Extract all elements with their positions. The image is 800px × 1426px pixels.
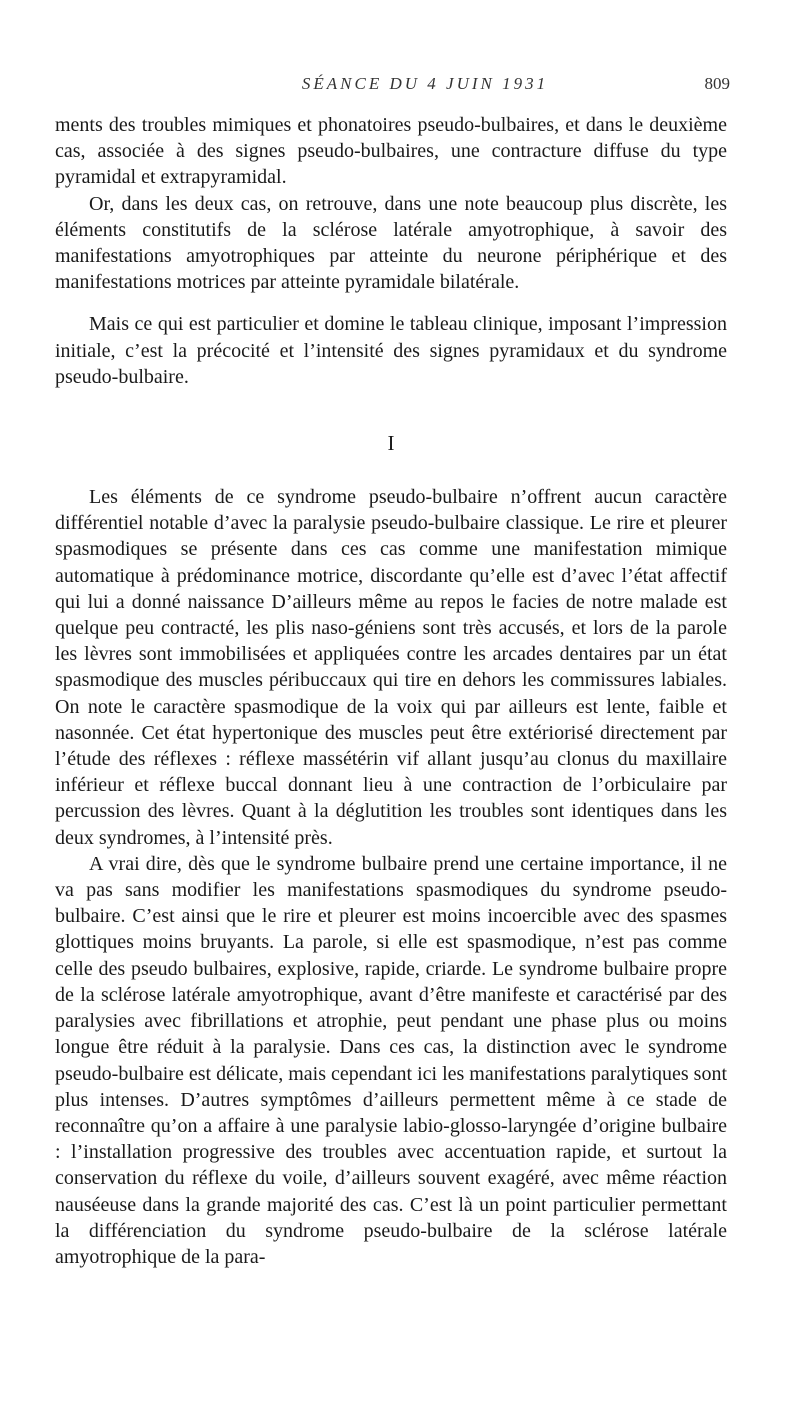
page-header xyxy=(120,74,730,100)
paragraph: Mais ce qui est particulier et domine le tableau clinique, imposant l’impression initiale, c’est la précocité et l’intensité des signes pyramidaux et du syndrome pseudo-bulbaire. xyxy=(55,313,727,388)
page-body xyxy=(55,112,727,1270)
paragraph-continuation: ments des troubles mimiques et phonatoires pseudo-bulbaires, et dans le deuxième cas, associée à des signes pseudo-bulbaires, une contracture diffuse du type pyramidal et extrapyramidal. xyxy=(55,114,727,189)
paragraph: Les éléments de ce syndrome pseudo-bulbaire n’offrent aucun caractère différentiel notable d’avec la paralysie pseudo-bulbaire classique. Le rire et pleurer spasmodiques se présente dans ces cas comme une manifestation mimique automatique à prédominance motrice, discordante qu’elle est d’avec l’état affectif qui lui a donné naissance D’ailleurs même au repos le facies de notre malade est quelque peu contracté, les plis naso-géniens sont très accusés, et lors de la parole les lèvres sont immobilisées et appliquées contre les arcades dentaires par un état spasmodique des muscles péribuccaux qui tire en dehors les commissures labiales. On note le caractère spasmodique de la voix qui par ailleurs est lente, faible et nasonnée. Cet état hypertonique des muscles peut être extériorisé directement par l’étude des réflexes : réflexe massétérin vif allant jusqu’au clonus du maxillaire inférieur et réflexe buccal donnant lieu à une contraction de l’orbiculaire par percussion des lèvres. Quant à la déglutition les troubles sont identiques dans les deux syndromes, à l’intensité près. xyxy=(55,486,727,849)
paragraph: Or, dans les deux cas, on retrouve, dans une note beaucoup plus discrète, les éléments constitutifs de la sclérose latérale amyotrophique, à savoir des manifestations amyotrophiques par atteinte du neurone périphérique et des manifestations motrices par atteinte pyramidale bilatérale. xyxy=(55,192,727,294)
running-title: SÉANCE DU 4 JUIN 1931 xyxy=(301,74,549,93)
page-number: 809 xyxy=(704,74,730,93)
section-heading: I xyxy=(387,431,395,456)
paragraph: A vrai dire, dès que le syndrome bulbaire prend une certaine importance, il ne va pas sans modifier les manifestations spasmodiques du syndrome pseudo-bulbaire. C’est ainsi que le rire et pleurer est moins incoercible avec des spasmes glottiques moins bruyants. La parole, si elle est spasmodique, n’est pas comme celle des pseudo bulbaires, explosive, rapide, criarde. Le syndrome bulbaire propre de la sclérose latérale amyotrophique, avant d’être manifeste et caractérisé par des paralysies avec fibrillations et atrophie, peut pendant une phase plus ou moins longue être réduit à la paralysie. Dans ces cas, la distinction avec le syndrome pseudo-bulbaire est délicate, mais cependant ici les manifestations paralytiques sont plus intenses. D’autres symptômes d’ailleurs permettent même à ce stade de reconnaître qu’on a affaire à une paralysie labio-glosso-laryngée d’origine bulbaire : l’installation progressive des troubles avec accentuation rapide, et surtout la conservation du réflexe du voile, d’ailleurs souvent exagéré, avec même réaction nauséeuse dans la grande majorité des cas. C’est là un point particulier permettant la différenciation du syndrome pseudo-bulbaire de la sclérose latérale amyotrophique de la para- xyxy=(55,852,728,1268)
